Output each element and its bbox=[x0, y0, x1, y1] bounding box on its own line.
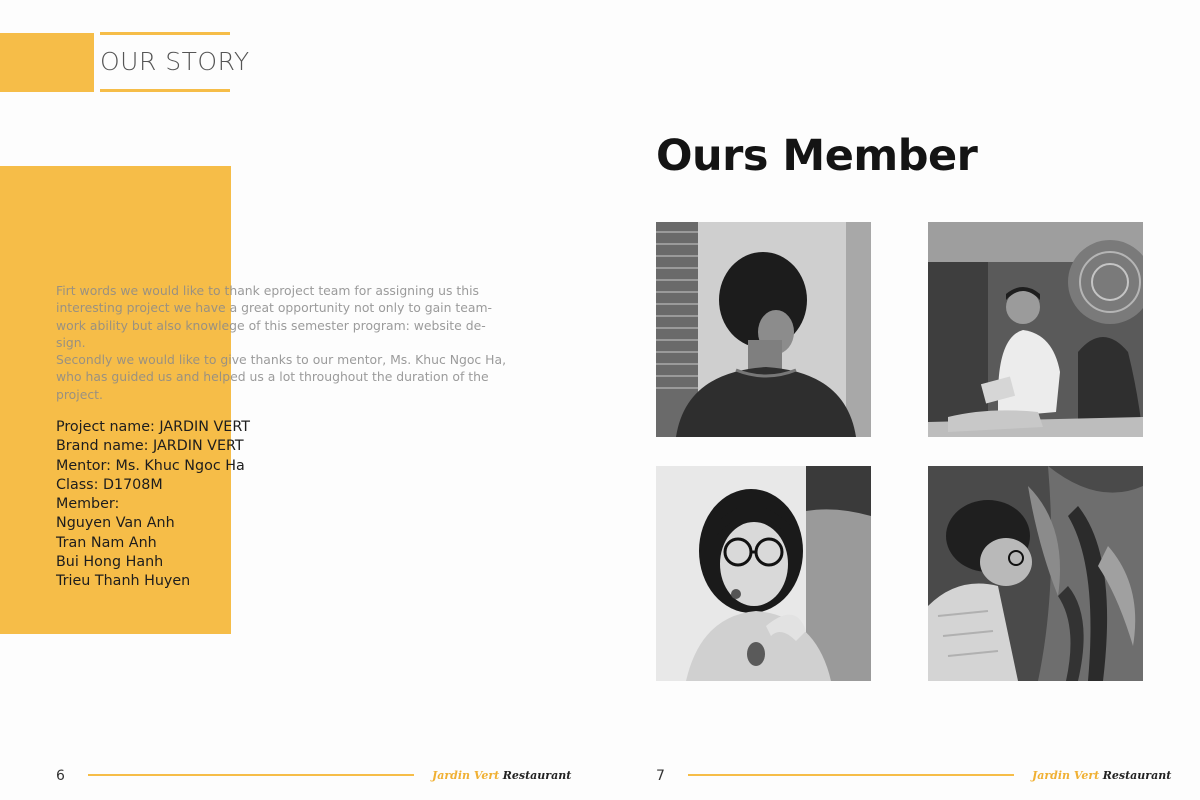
member-photo-back-of-head bbox=[656, 222, 871, 437]
detail-brand-name: Brand name: JARDIN VERT bbox=[56, 438, 244, 455]
intro-line: Firt words we would like to thank eproject team for assigning us this bbox=[56, 283, 479, 298]
member-photo-1 bbox=[656, 222, 871, 437]
member-photo-3 bbox=[656, 466, 871, 681]
intro-line: who has guided us and helped us a lot throughout the duration of the bbox=[56, 369, 489, 385]
section-title: OUR STORY bbox=[100, 47, 250, 76]
member-photo-glasses-portrait bbox=[656, 466, 871, 681]
detail-class: Class: D1708M bbox=[56, 476, 163, 493]
intro-line: work ability but also knowlege of this semester program: website de- bbox=[56, 317, 486, 333]
project-details bbox=[56, 418, 356, 592]
intro-line: Secondly we would like to give thanks to our mentor, Ms. Khuc Ngoc Ha, bbox=[56, 352, 507, 368]
detail-member-heading: Member: bbox=[56, 496, 120, 513]
member-name: Tran Nam Anh bbox=[56, 534, 157, 551]
brand-name: Jardin Vert bbox=[1032, 769, 1100, 782]
member-photo-2 bbox=[928, 222, 1143, 437]
member-photo-4 bbox=[928, 466, 1143, 681]
title-rule-bottom bbox=[100, 89, 230, 92]
brand-name: Jardin Vert bbox=[432, 769, 500, 782]
member-photo-plants bbox=[928, 466, 1143, 681]
footer-rule-right bbox=[688, 774, 1014, 776]
title-rule-top bbox=[100, 32, 230, 35]
footer-rule-left bbox=[88, 774, 414, 776]
detail-mentor: Mentor: Ms. Khuc Ngoc Ha bbox=[56, 457, 245, 474]
page-number-right: 7 bbox=[656, 768, 665, 784]
intro-line: sign. bbox=[56, 334, 86, 350]
intro-line: interesting project we have a great opportunity not only to gain team- bbox=[56, 300, 493, 316]
members-title: Ours Member bbox=[656, 131, 978, 181]
member-photo-garden-reader bbox=[928, 222, 1143, 437]
member-name: Trieu Thanh Huyen bbox=[56, 573, 191, 590]
member-name: Nguyen Van Anh bbox=[56, 515, 175, 532]
intro-line: project. bbox=[56, 386, 103, 402]
detail-project-name: Project name: JARDIN VERT bbox=[56, 419, 250, 435]
intro-paragraph bbox=[56, 282, 542, 403]
page-number-left: 6 bbox=[56, 768, 65, 784]
member-name: Bui Hong Hanh bbox=[56, 554, 164, 571]
footer-brand-right bbox=[1032, 769, 1171, 782]
brand-word: Restaurant bbox=[1102, 769, 1172, 782]
footer-brand-left bbox=[432, 769, 571, 782]
title-accent-block bbox=[0, 33, 94, 92]
brand-word: Restaurant bbox=[502, 769, 572, 782]
